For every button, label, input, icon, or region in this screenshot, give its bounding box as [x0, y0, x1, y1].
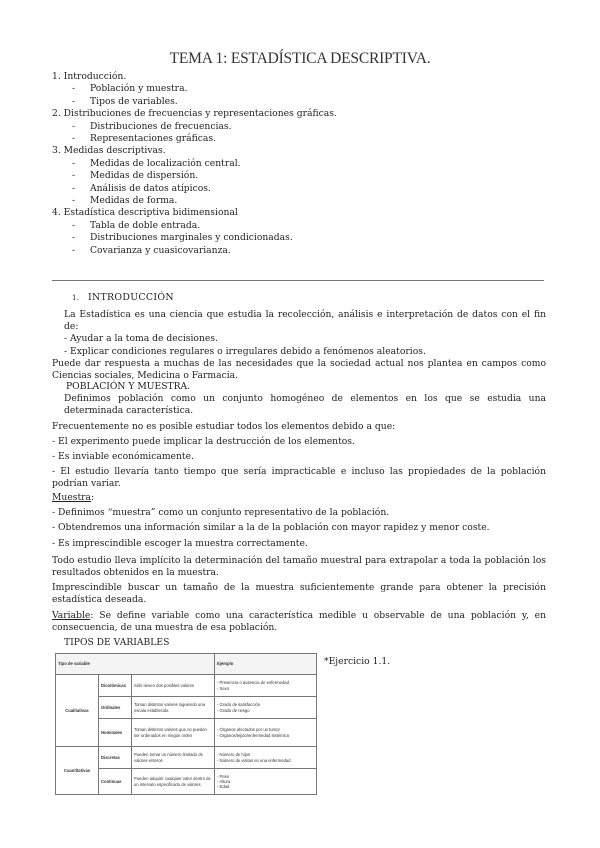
toc-subitem — [72, 183, 552, 195]
intro-paragraph: Puede dar respuesta a muchas de las necesidades que la sociedad actual nos plantea en campos como Ciencias sociales, Medicina o Farmacia. — [52, 357, 546, 382]
muestra-block — [52, 492, 546, 649]
toc-subitem — [72, 245, 552, 257]
table-header-tipo: Tipo de variable — [56, 654, 215, 675]
section-divider — [52, 280, 544, 281]
muestra-paragraph: Imprescindible buscar un tamaño de la muestra suficientemente grande para obtener la precisión estadística deseada. — [52, 582, 546, 606]
group-cualitativas: Cualitativas — [56, 675, 99, 747]
table-of-contents — [52, 71, 552, 257]
toc-dash: - — [72, 244, 76, 256]
toc-subitem-label: Representaciones gráficas. — [90, 133, 217, 145]
intro-block — [52, 309, 546, 382]
table-cell-example: - Número de hijos - Número de visitas en una enfermedad — [215, 747, 317, 769]
toc-dash: - — [72, 120, 76, 132]
toc-subitem-label: Medidas de forma. — [90, 195, 178, 207]
toc-subitem — [72, 220, 552, 232]
table-cell-kind: Nominales — [99, 719, 132, 747]
table-cell-desc: Toman distintos valores siguiendo una escala establecida — [132, 697, 215, 719]
muestra-label: Muestra — [52, 492, 92, 503]
toc-subitem-label: Población y muestra. — [90, 83, 188, 95]
intro-paragraph: La Estadística es una ciencia que estudia la recolección, análisis e interpretación de datos con el fin de: — [64, 309, 546, 333]
table-cell-kind: Dicotómicas — [99, 675, 132, 697]
poblacion-paragraph: Definimos población como un conjunto homogéneo de elementos en los que se estudia una determinada característica. — [64, 393, 546, 417]
muestra-paragraph: Todo estudio lleva implícito la determinación del tamaño muestral para extrapolar a toda la población los resultados obtenidos en la muestra. — [52, 554, 546, 579]
toc-subitem — [72, 83, 552, 95]
variable-text: : Se define variable como una característica medible u observable de una población y, en consecuencia, de una muestra de esa población. — [52, 609, 546, 633]
variable-paragraph — [52, 610, 546, 634]
intro-bullet: - Ayudar a la toma de decisiones. — [64, 333, 218, 345]
section-heading-text: INTRODUCCIÓN — [88, 292, 174, 303]
toc-subitem — [72, 121, 552, 133]
toc-dash: - — [72, 83, 76, 95]
muestra-bullet: - Es imprescindible escoger la muestra correctamente. — [52, 537, 308, 549]
toc-subitem-label: Distribuciones marginales y condicionadas. — [90, 232, 293, 244]
table-cell-desc: Pueden adquirir cualquier valor dentro de un intervalo especificado de valores — [132, 769, 215, 795]
toc-section: 3. Medidas descriptivas. — [52, 145, 166, 157]
group-cuantitativas: Cuantitativas — [56, 747, 99, 795]
toc-subitem — [72, 133, 552, 145]
toc-subitem-label: Tabla de doble entrada. — [90, 219, 201, 231]
toc-dash: - — [72, 157, 76, 169]
table-cell-example: - Órganos afectados por un tumor - Órganos/tejido/enfermedad sistémica — [215, 719, 317, 747]
toc-dash: - — [72, 170, 76, 182]
poblacion-block — [52, 381, 546, 491]
toc-subitem-label: Distribuciones de frecuencias. — [90, 120, 232, 132]
subsection-heading: POBLACIÓN Y MUESTRA. — [66, 381, 191, 392]
table-cell-example: - Peso - Altura - Edad — [215, 769, 317, 795]
section-number: 1. — [72, 294, 80, 302]
toc-dash: - — [72, 195, 76, 207]
toc-section: 1. Introducción. — [52, 71, 127, 82]
toc-subitem-label: Tipos de variables. — [90, 95, 178, 107]
toc-subitem-label: Análisis de datos atípicos. — [90, 182, 211, 194]
ejercicio-note: *Ejercicio 1.1. — [324, 656, 391, 667]
toc-subitem-label: Medidas de localización central. — [90, 157, 241, 169]
page-title: TEMA 1: ESTADÍSTICA DESCRIPTIVA. — [169, 50, 431, 67]
toc-subitem — [72, 232, 552, 244]
toc-dash: - — [72, 232, 76, 244]
muestra-heading: Muestra: — [52, 492, 95, 503]
table-cell-desc: Pueden tomar un número limitado de valores enteros — [132, 747, 215, 769]
toc-subitem — [72, 96, 552, 108]
toc-dash: - — [72, 182, 76, 194]
table-cell-kind: Continuas — [99, 769, 132, 795]
muestra-bullet: - Obtendremos una información similar a la de la población con mayor rapidez y menor coste. — [52, 522, 490, 534]
poblacion-bullet: - El estudio llevaría tanto tiempo que sería impracticable e incluso las propiedades de la población podrían variar. — [52, 466, 546, 490]
toc-dash: - — [72, 219, 76, 231]
table-cell-example: - Grado de satisfacción - Grado de riesgo — [215, 697, 317, 719]
toc-subitem — [72, 170, 552, 182]
table-header-ejemplo: Ejemplo — [215, 654, 317, 675]
toc-section: 4. Estadística descriptiva bidimensional — [52, 207, 238, 219]
toc-section: 2. Distribuciones de frecuencias y representaciones gráficas. — [52, 108, 337, 120]
intro-bullet: - Explicar condiciones regulares o irregulares debido a fenómenos aleatorios. — [64, 345, 426, 357]
table-cell-desc: Sólo tienen dos posibles valores — [132, 675, 215, 697]
poblacion-bullet: - Es inviable económicamente. — [52, 451, 194, 463]
toc-subitem — [72, 158, 552, 170]
tipos-heading: TIPOS DE VARIABLES — [64, 637, 170, 649]
variable-label: Variable — [52, 609, 91, 621]
poblacion-paragraph: Frecuentemente no es posible estudiar todos los elementos debido a que: — [52, 420, 396, 432]
table-cell-desc: Toman distintos valores que no pueden ser ordenados en ningún orden — [132, 719, 215, 747]
toc-subitem-label: Covarianza y cuasicovarianza. — [90, 244, 231, 256]
variable-types-table — [55, 653, 317, 823]
toc-subitem — [72, 195, 552, 207]
toc-dash: - — [72, 133, 76, 145]
section-heading-introduccion — [72, 292, 174, 303]
table-cell-kind: Discretas — [99, 747, 132, 769]
muestra-bullet: - Definimos “muestra” como un conjunto representativo de la población. — [52, 507, 390, 519]
toc-subitem-label: Medidas de dispersión. — [90, 170, 199, 182]
poblacion-bullet: - El experimento puede implicar la destrucción de los elementos. — [52, 435, 355, 447]
table-cell-example: - Presencia o ausencia de enfermedad - Sexo — [215, 675, 317, 697]
table-cell-kind: Ordinales — [99, 697, 132, 719]
toc-dash: - — [72, 95, 76, 107]
